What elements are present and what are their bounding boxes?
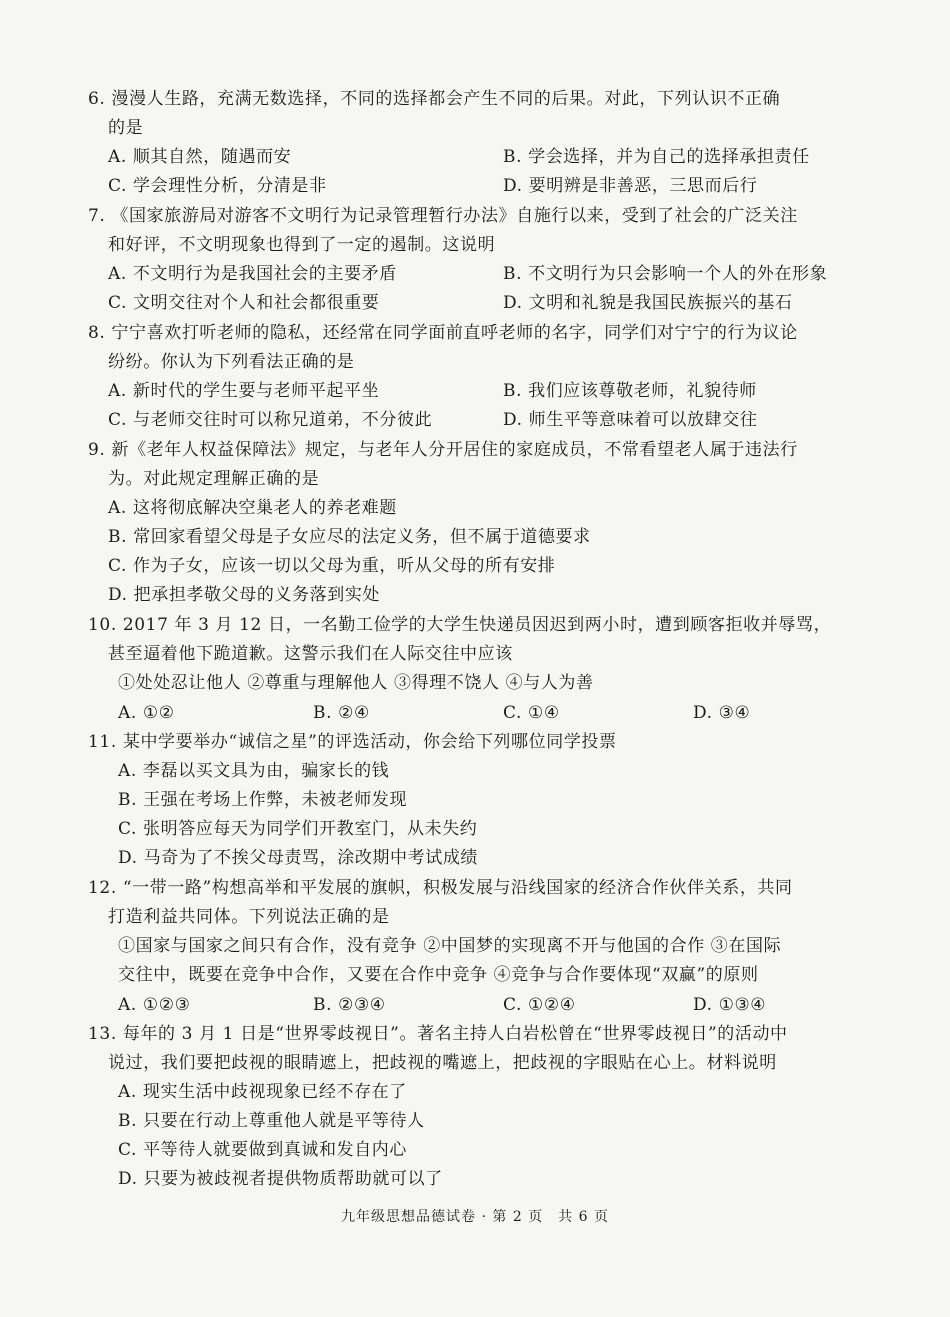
q10-statements: ①处处忍让他人 ②尊重与理解他人 ③得理不饶人 ④与人为善	[118, 673, 594, 693]
q8-stem-line-1: 8. 宁宁喜欢打听老师的隐私，还经常在同学面前直呼老师的名字，同学们对宁宁的行为议论	[88, 323, 798, 343]
q8-stem-line-2: 纷纷。你认为下列看法正确的是	[108, 352, 355, 372]
q12-option-c: C. ①②④	[503, 995, 576, 1015]
q8-option-b: B. 我们应该尊敬老师，礼貌待师	[503, 381, 757, 401]
q10-option-b: B. ②④	[313, 703, 370, 723]
q8-option-a: A. 新时代的学生要与老师平起平坐	[108, 381, 380, 401]
q12-option-a: A. ①②③	[118, 995, 191, 1015]
q12-statements-line-2: 交往中，既要在竞争中合作，又要在合作中竞争 ④竞争与合作要体现“双赢”的原则	[118, 965, 759, 985]
q13-option-a: A. 现实生活中歧视现象已经不存在了	[118, 1082, 407, 1102]
q12-option-d: D. ①③④	[693, 995, 767, 1015]
q12-stem-line-2: 打造利益共同体。下列说法正确的是	[108, 907, 390, 927]
q10-option-a: A. ①②	[118, 703, 175, 723]
q12-option-b: B. ②③④	[313, 995, 386, 1015]
q8-option-d: D. 师生平等意味着可以放肆交往	[503, 410, 758, 430]
q12-statements-line-1: ①国家与国家之间只有合作，没有竞争 ②中国梦的实现离不开与他国的合作 ③在国际	[118, 936, 782, 956]
q7-option-d: D. 文明和礼貌是我国民族振兴的基石	[503, 293, 793, 313]
q10-stem-line-1: 10. 2017 年 3 月 12 日，一名勤工俭学的大学生快递员因迟到两小时，遭到顾客拒收并辱骂，	[88, 615, 832, 635]
q13-option-d: D. 只要为被歧视者提供物质帮助就可以了	[118, 1169, 443, 1189]
q7-option-a: A. 不文明行为是我国社会的主要矛盾	[108, 264, 397, 284]
q11-option-c: C. 张明答应每天为同学们开教室门，从未失约	[118, 819, 478, 839]
q11-option-b: B. 王强在考场上作弊，未被老师发现	[118, 790, 408, 810]
q7-option-b: B. 不文明行为只会影响一个人的外在形象	[503, 264, 828, 284]
q6-option-a: A. 顺其自然，随遇而安	[108, 147, 292, 167]
page-footer: 九年级思想品德试卷 · 第 2 页 共 6 页	[341, 1209, 609, 1225]
q10-option-c: C. ①④	[503, 703, 560, 723]
q6-option-d: D. 要明辨是非善恶，三思而后行	[503, 176, 758, 196]
q7-stem-line-1: 7. 《国家旅游局对游客不文明行为记录管理暂行办法》自施行以来，受到了社会的广泛关注	[88, 206, 798, 226]
q11-option-a: A. 李磊以买文具为由，骗家长的钱	[118, 761, 390, 781]
q10-option-d: D. ③④	[693, 703, 751, 723]
q8-option-c: C. 与老师交往时可以称兄道弟，不分彼此	[108, 410, 433, 430]
q13-stem-line-1: 13. 每年的 3 月 1 日是“世界零歧视日”。著名主持人白岩松曾在“世界零歧视日”的活动中	[88, 1024, 788, 1044]
q9-stem-line-2: 为。对此规定理解正确的是	[108, 469, 320, 489]
q9-option-b: B. 常回家看望父母是子女应尽的法定义务，但不属于道德要求	[108, 527, 591, 547]
q9-option-d: D. 把承担孝敬父母的义务落到实处	[108, 585, 381, 605]
q13-option-b: B. 只要在行动上尊重他人就是平等待人	[118, 1111, 425, 1131]
q13-option-c: C. 平等待人就要做到真诚和发自内心	[118, 1140, 408, 1160]
q6-stem-line-1: 6. 漫漫人生路，充满无数选择，不同的选择都会产生不同的后果。对此，下列认识不正确	[88, 89, 781, 109]
q13-stem-line-2: 说过，我们要把歧视的眼睛遮上，把歧视的嘴遮上，把歧视的字眼贴在心上。材料说明	[108, 1053, 777, 1073]
q9-option-a: A. 这将彻底解决空巢老人的养老难题	[108, 498, 397, 518]
q7-stem-line-2: 和好评，不文明现象也得到了一定的遏制。这说明	[108, 235, 496, 255]
q6-option-b: B. 学会选择，并为自己的选择承担责任	[503, 147, 810, 167]
q6-option-c: C. 学会理性分析，分清是非	[108, 176, 327, 196]
q6-stem-line-2: 的是	[108, 118, 144, 138]
q12-stem-line-1: 12. “一带一路”构想高举和平发展的旗帜，积极发展与沿线国家的经济合作伙伴关系，共同	[88, 878, 793, 898]
q10-stem-line-2: 甚至逼着他下跪道歉。这警示我们在人际交往中应该	[108, 644, 513, 664]
q9-stem-line-1: 9. 新《老年人权益保障法》规定，与老年人分开居住的家庭成员，不常看望老人属于违法行	[88, 440, 798, 460]
q11-stem-line-1: 11. 某中学要举办“诚信之星”的评选活动，你会给下列哪位同学投票	[88, 732, 617, 752]
q7-option-c: C. 文明交往对个人和社会都很重要	[108, 293, 380, 313]
q9-option-c: C. 作为子女，应该一切以父母为重，听从父母的所有安排	[108, 556, 556, 576]
q11-option-d: D. 马奇为了不挨父母责骂，涂改期中考试成绩	[118, 848, 479, 868]
